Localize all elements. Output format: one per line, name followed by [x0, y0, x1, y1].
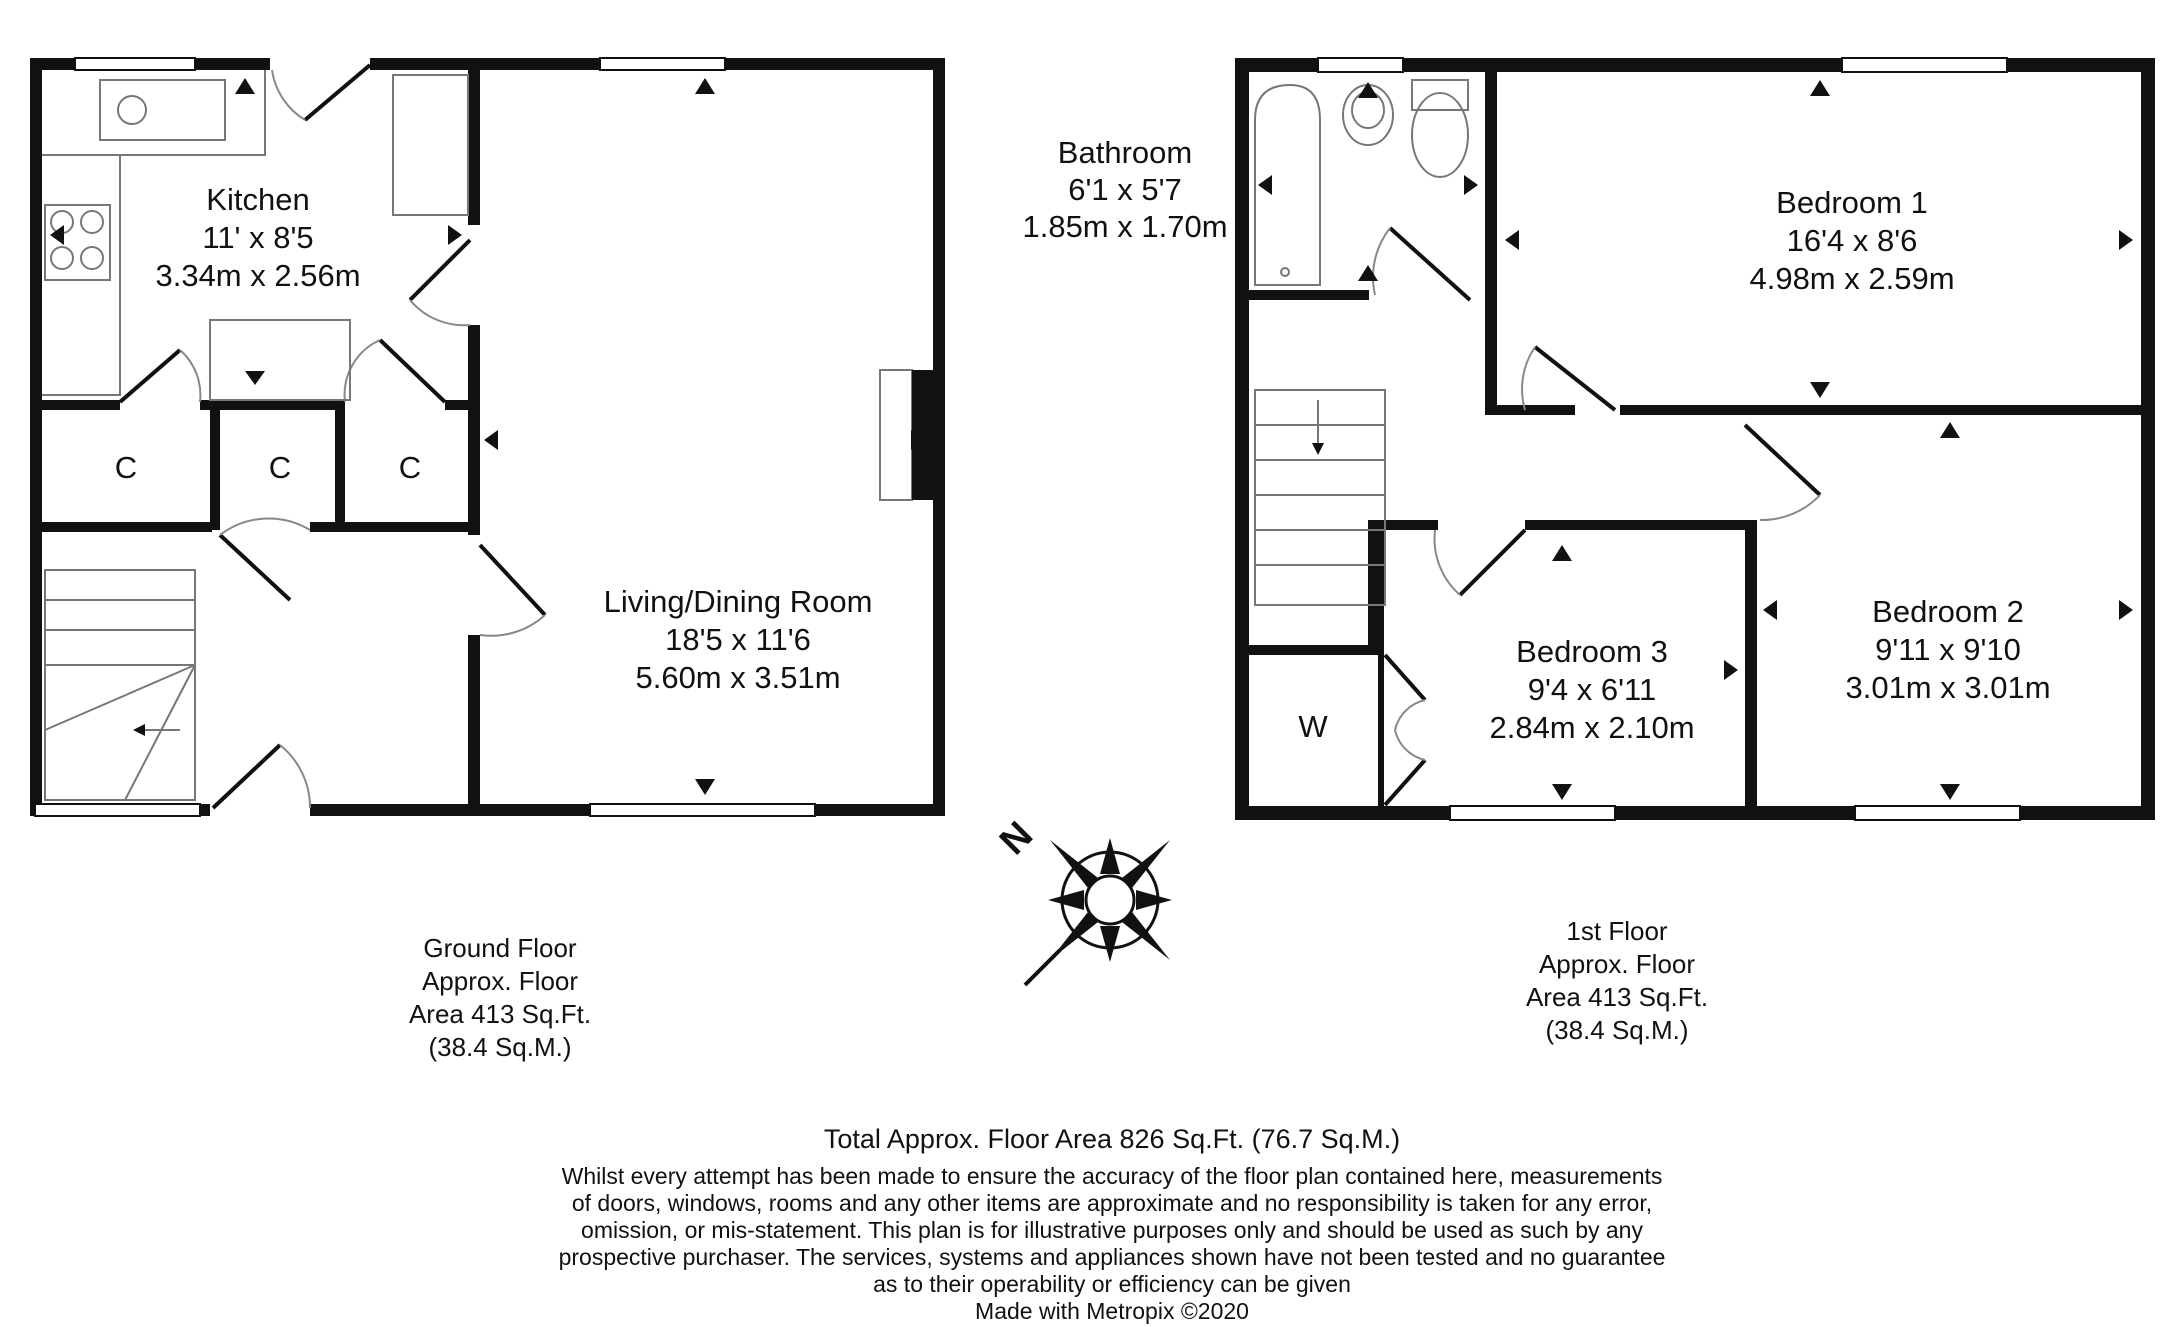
first-floor-area-line: 1st Floor	[1566, 916, 1668, 946]
bedroom-2-metric: 3.01m x 3.01m	[1845, 670, 2051, 705]
bedroom-1-imperial: 16'4 x 8'6	[1786, 223, 1918, 258]
wardrobe-label: W	[1298, 709, 1328, 744]
ground-floor-plan	[30, 58, 945, 1062]
bathroom-imperial: 6'1 x 5'7	[1068, 172, 1182, 207]
ground-floor-area-line: (38.4 Sq.M.)	[428, 1032, 572, 1062]
first-floor-area-line: Approx. Floor	[1538, 949, 1696, 979]
disclaimer-line: Whilst every attempt has been made to ensure the accuracy of the floor plan contained here, measurements	[561, 1163, 1663, 1189]
bedroom-3-imperial: 9'4 x 6'11	[1527, 672, 1657, 707]
disclaimer-line: of doors, windows, rooms and any other items are approximate and no responsibility is taken for any error,	[571, 1190, 1653, 1216]
bedroom-1-name: Bedroom 1	[1776, 185, 1928, 220]
ground-floor-area-line: Ground Floor	[423, 933, 577, 963]
disclaimer-line: prospective purchaser. The services, systems and appliances shown have not been tested and no guarantee	[558, 1244, 1666, 1270]
bathroom-name: Bathroom	[1057, 135, 1193, 170]
first-floor-plan	[1022, 58, 2155, 1045]
first-floor-area-line: Area 413 Sq.Ft.	[1525, 982, 1709, 1012]
first-floor-area-line: (38.4 Sq.M.)	[1545, 1015, 1689, 1045]
compass-north-label: N	[992, 814, 1042, 864]
credit-line: Made with Metropix ©2020	[975, 1298, 1249, 1324]
bedroom-3-name: Bedroom 3	[1516, 634, 1668, 669]
kitchen-name: Kitchen	[206, 182, 310, 217]
kitchen-metric: 3.34m x 2.56m	[155, 258, 361, 293]
compass-rose-icon	[1025, 838, 1172, 985]
bathroom-metric: 1.85m x 1.70m	[1022, 209, 1228, 244]
kitchen-imperial: 11' x 8'5	[202, 220, 314, 255]
living-room-metric: 5.60m x 3.51m	[635, 660, 841, 695]
living-room-imperial: 18'5 x 11'6	[665, 622, 811, 657]
disclaimer-line: as to their operability or efficiency can be given	[873, 1271, 1351, 1297]
disclaimer-line: omission, or mis-statement. This plan is for illustrative purposes only and should be used as such by any	[581, 1217, 1643, 1243]
ground-floor-area-line: Approx. Floor	[421, 966, 579, 996]
bedroom-2-imperial: 9'11 x 9'10	[1875, 632, 2021, 667]
bedroom-1-metric: 4.98m x 2.59m	[1749, 261, 1955, 296]
bedroom-3-metric: 2.84m x 2.10m	[1489, 710, 1695, 745]
bedroom-2-name: Bedroom 2	[1872, 594, 2024, 629]
total-floor-area: Total Approx. Floor Area 826 Sq.Ft. (76.7 Sq.M.)	[823, 1124, 1401, 1154]
cupboard-label: C	[114, 450, 138, 485]
ground-floor-area-line: Area 413 Sq.Ft.	[408, 999, 592, 1029]
cupboard-label: C	[268, 450, 292, 485]
cupboard-label: C	[398, 450, 422, 485]
living-room-name: Living/Dining Room	[603, 584, 873, 619]
